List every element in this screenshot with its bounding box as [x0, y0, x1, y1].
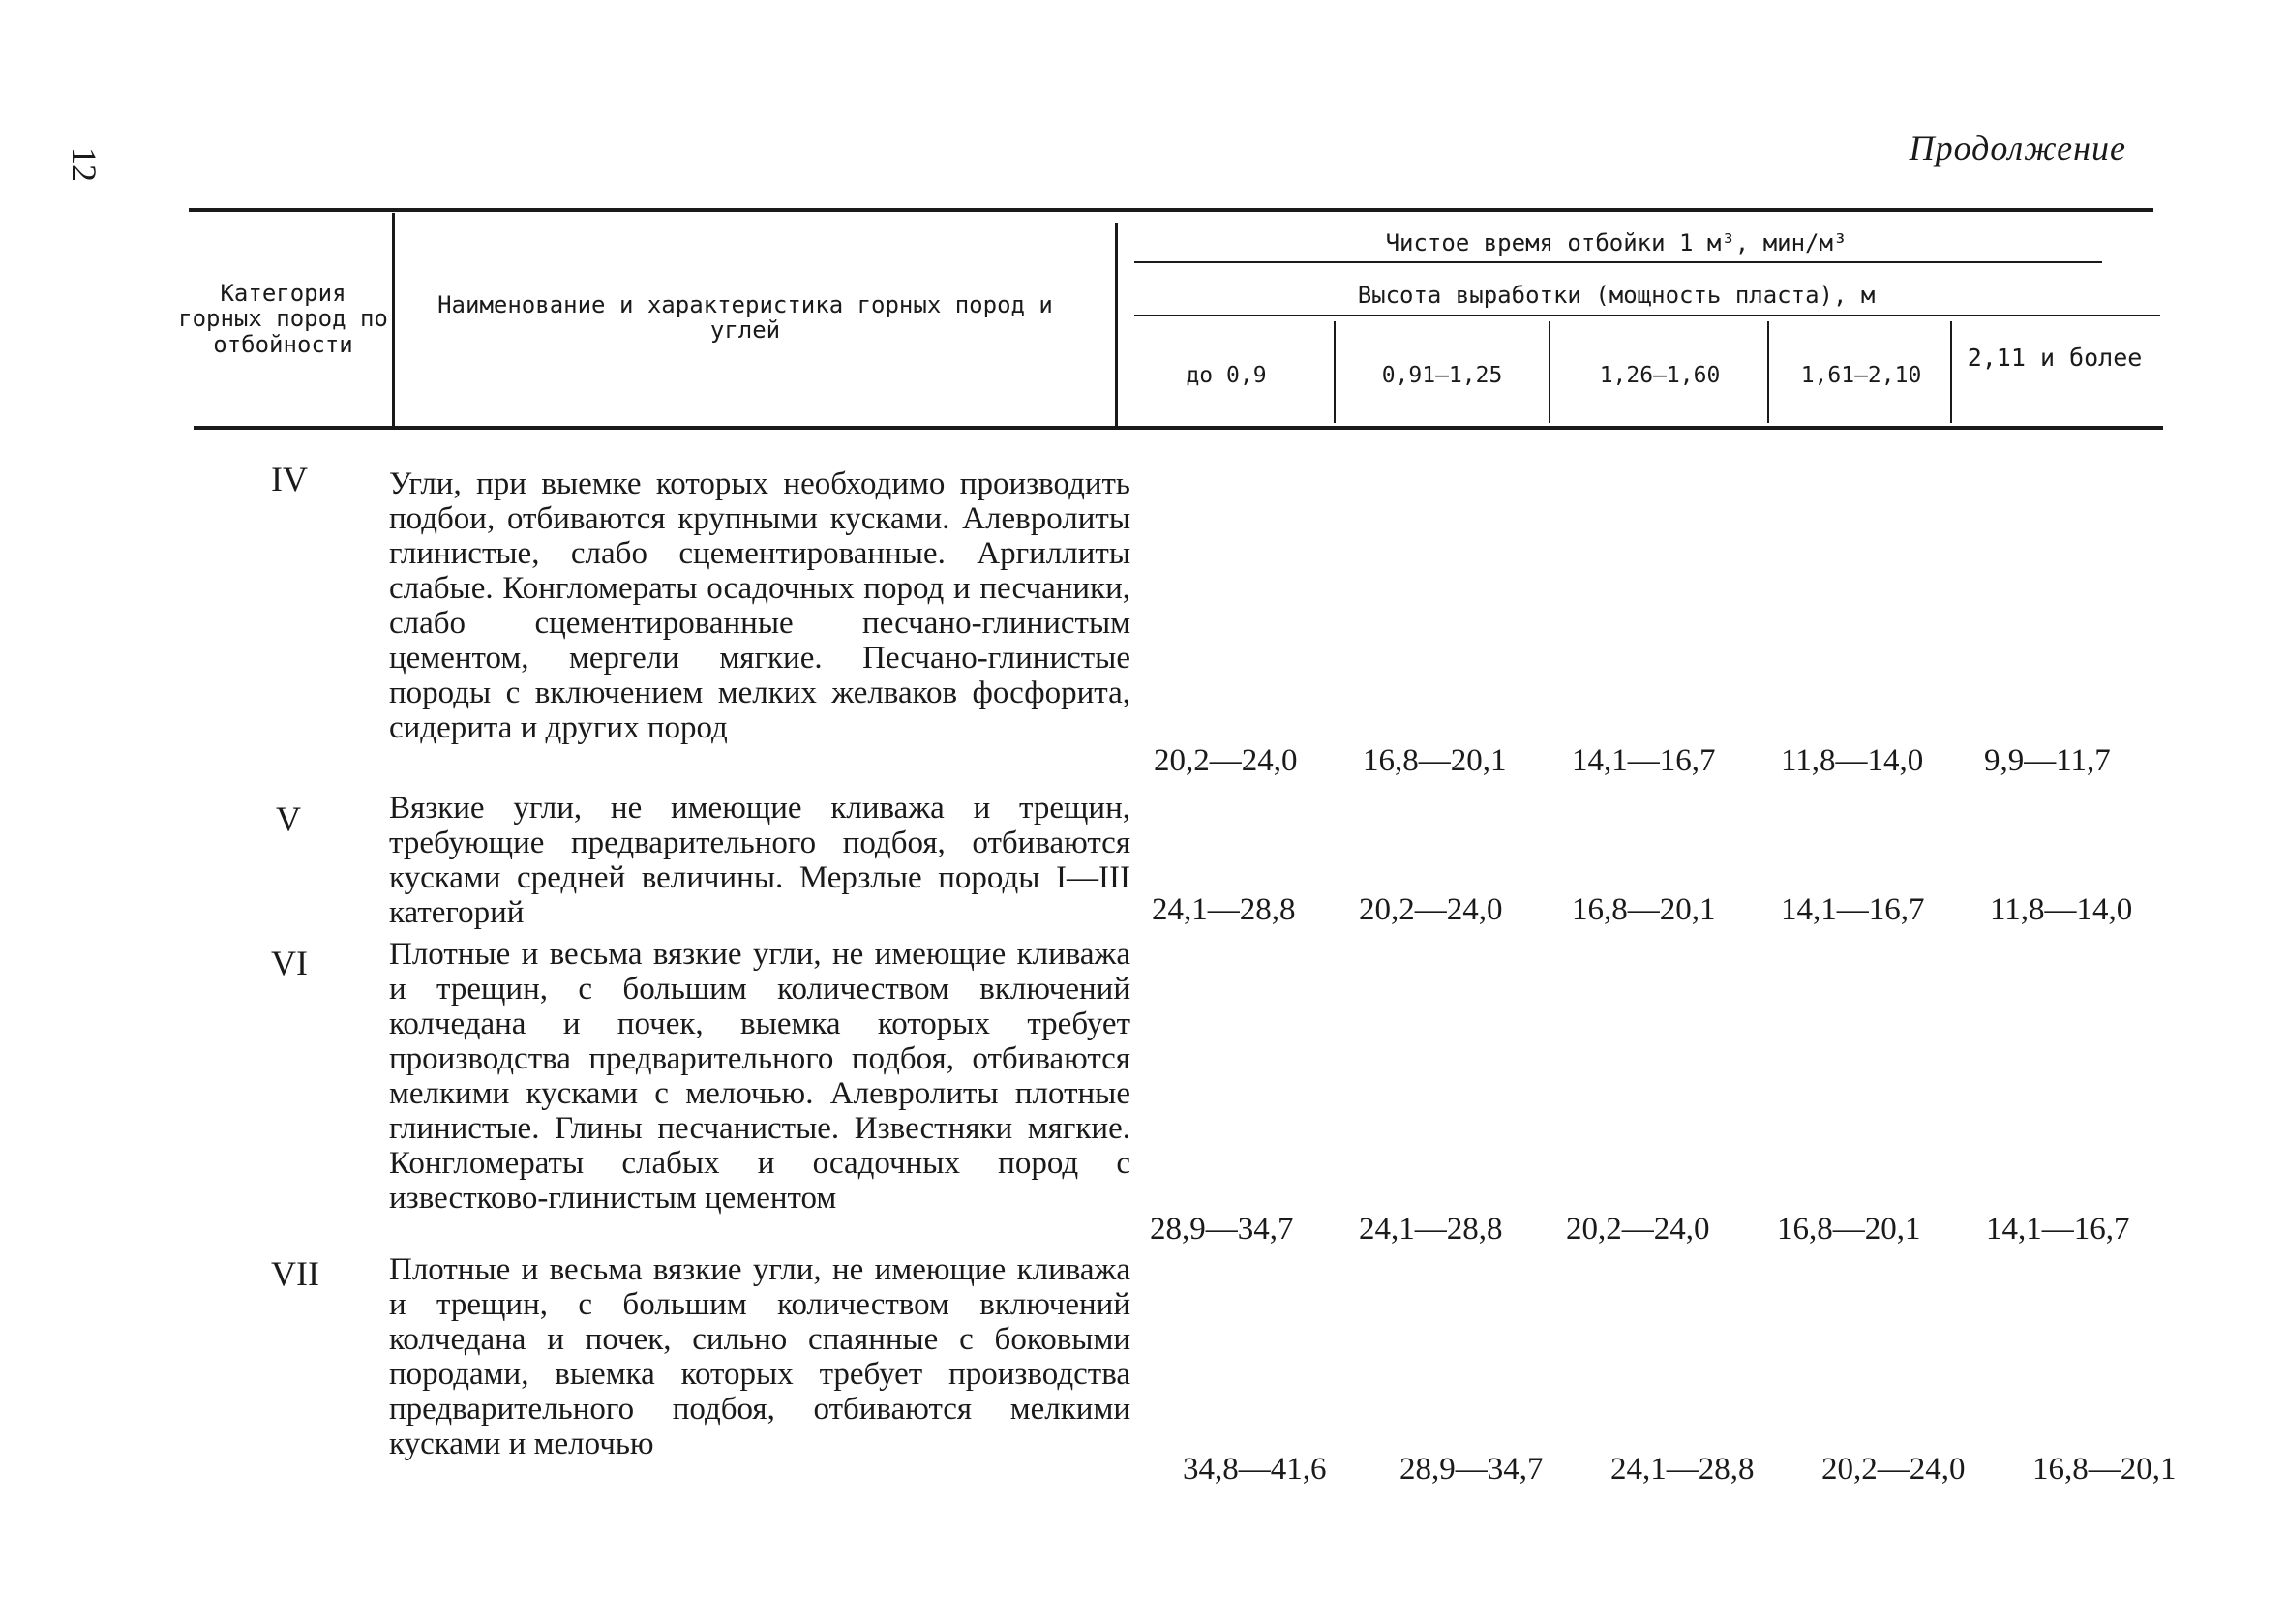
row-description: [389, 1252, 1130, 1461]
table-cell: 20,2—24,0: [1566, 1212, 1710, 1247]
table-cell: 24,1—28,8: [1610, 1452, 1755, 1487]
height-underline: [1134, 315, 2160, 316]
row-category: VII: [271, 1254, 319, 1293]
time-underline: [1134, 261, 2102, 263]
header-bottom-rule: [194, 426, 2163, 430]
header-col-1: до 0,9: [1186, 363, 1267, 388]
header-vline-3: [1334, 321, 1336, 423]
header-col-3: 1,26—1,60: [1599, 363, 1721, 388]
row-category: VI: [271, 944, 308, 982]
table-cell: 20,2—24,0: [1821, 1452, 1966, 1487]
row-description: [389, 466, 1130, 745]
row-category: IV: [271, 460, 308, 498]
row-description: [389, 937, 1130, 1216]
table-cell: 11,8—14,0: [1990, 892, 2133, 927]
header-height: Высота выработки (мощность пласта), м: [1357, 282, 1876, 309]
table-cell: 28,9—34,7: [1399, 1452, 1544, 1487]
header-category: Категория горных пород по отбойности: [178, 280, 388, 358]
table-cell: 24,1—28,8: [1359, 1212, 1503, 1247]
row-description-text: Плотные и весьма вязкие угли, не имеющие кливажа и трещин, с большим количеством включений колчедана и почек, выемка которых требует производства предварительного подбоя, отбиваются мелкими кусками с мелочью. Алевролиты плотные глинистые. Глины песчанистые. Известняки мягкие. Конгломераты слабых и осадочных пород с известково-глинистым цементом: [389, 937, 1130, 1216]
header-time: Чистое время отбойки 1 м³, мин/м³: [1385, 229, 1848, 256]
header-col-2: 0,91—1,25: [1381, 363, 1503, 388]
table-cell: 14,1—16,7: [1781, 892, 1925, 927]
row-description-text: Плотные и весьма вязкие угли, не имеющие кливажа и трещин, с большим количеством включений колчедана и почек, сильно спаянные с боковыми породами, выемка которых требует производства предварительного подбоя, отбиваются мелкими кусками и мелочью: [389, 1252, 1130, 1461]
continuation-label: Продолжение: [1909, 129, 2126, 167]
table-cell: 20,2—24,0: [1359, 892, 1503, 927]
header-vline-1: [392, 213, 395, 426]
header-vline-2: [1115, 223, 1118, 426]
table-cell: 24,1—28,8: [1152, 892, 1296, 927]
table-cell: 28,9—34,7: [1150, 1212, 1294, 1247]
table-cell: 16,8—20,1: [2032, 1452, 2177, 1487]
table-cell: 16,8—20,1: [1777, 1212, 1921, 1247]
table-cell: 11,8—14,0: [1781, 743, 1924, 778]
table-cell: 16,8—20,1: [1363, 743, 1507, 778]
header-vline-4: [1549, 321, 1550, 423]
header-name: Наименование и характеристика горных пород и углей: [437, 291, 1053, 345]
table-cell: 14,1—16,7: [1572, 743, 1716, 778]
page-number: 12: [65, 147, 104, 182]
row-description-text: Угли, при выемке которых необходимо производить подбои, отбиваются крупными кусками. Алевролиты глинистые, слабо сцементированные. Аргиллиты слабые. Конгломераты осадочных пород и песчаники, слабо сцементированные песчано-глинистым цементом, мергели мягкие. Песчано-глинистые породы с включением мелких желваков фосфорита, сидерита и других пород: [389, 466, 1130, 745]
table-cell: 20,2—24,0: [1154, 743, 1298, 778]
table-top-rule: [189, 208, 2153, 212]
table-cell: 14,1—16,7: [1986, 1212, 2130, 1247]
table-cell: 16,8—20,1: [1572, 892, 1716, 927]
row-category: V: [276, 799, 301, 838]
table-cell: 9,9—11,7: [1984, 743, 2111, 778]
row-description: [389, 791, 1130, 930]
table-cell: 34,8—41,6: [1183, 1452, 1327, 1487]
header-col-5: 2,11 и более: [1967, 344, 2143, 372]
row-description-text: Вязкие угли, не имеющие кливажа и трещин, требующие предварительного подбоя, отбиваются кусками средней величины. Мерзлые породы I—III категорий: [389, 791, 1130, 930]
header-col-4: 1,61—2,10: [1800, 363, 1922, 388]
